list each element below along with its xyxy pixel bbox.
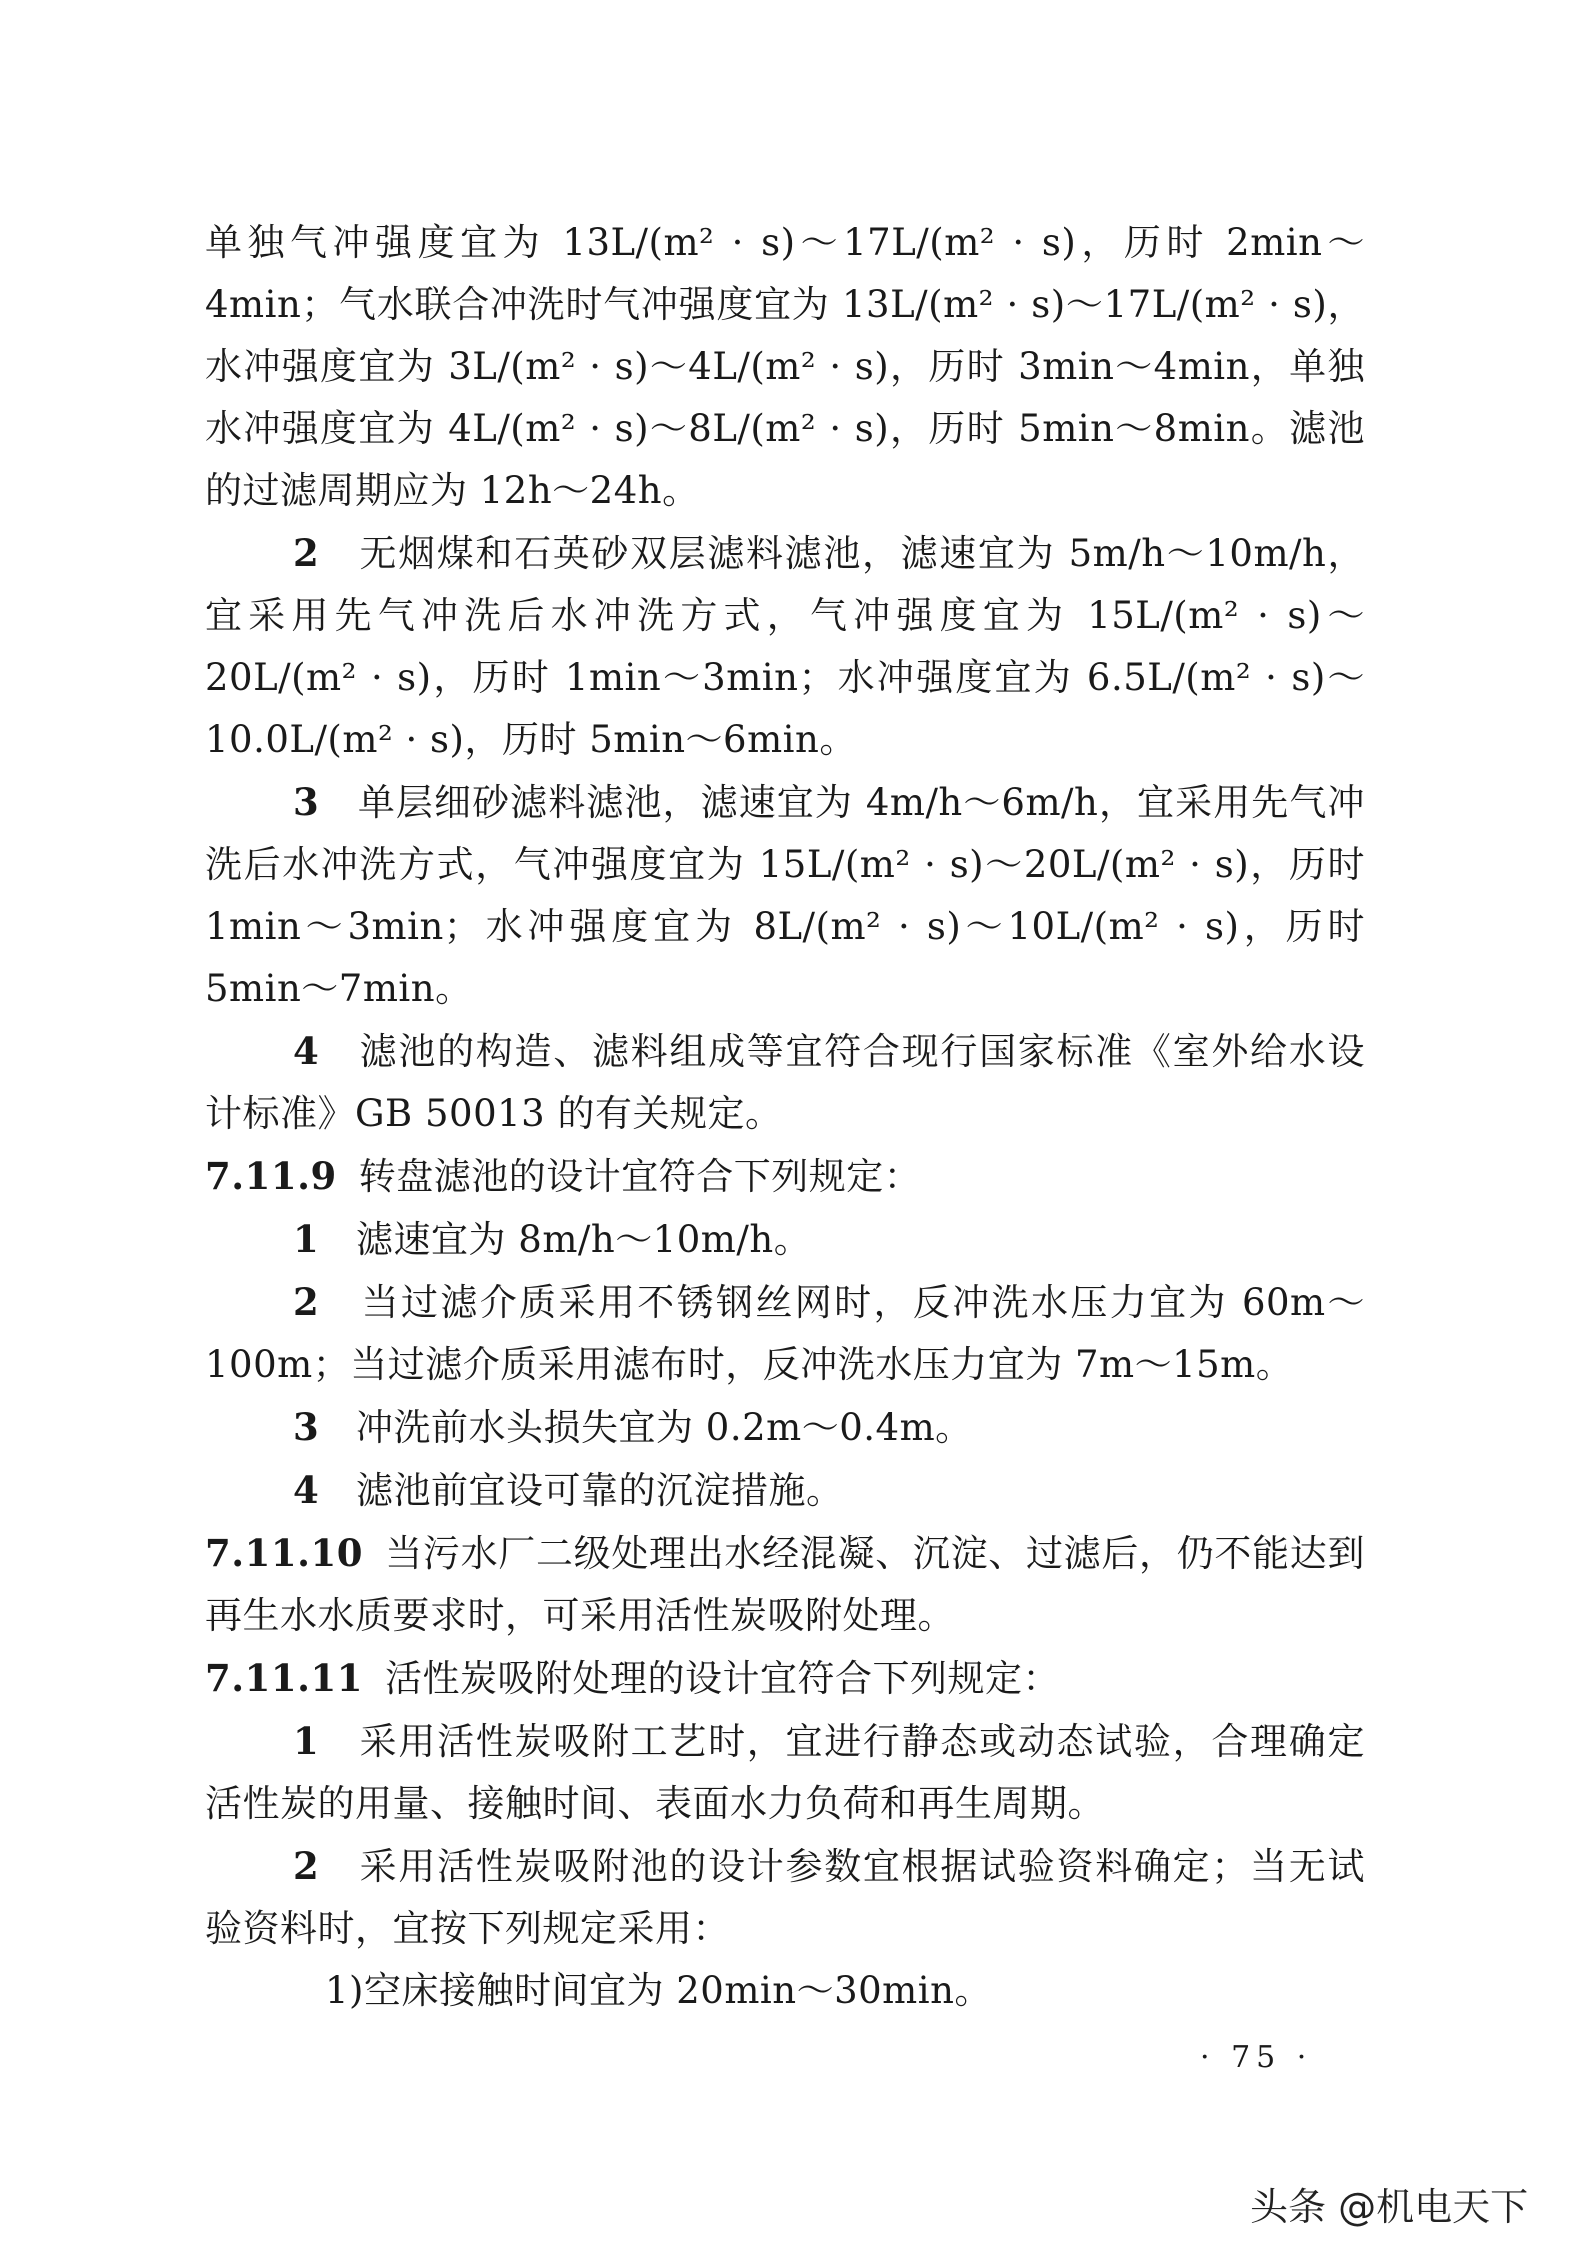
list-item [205,1835,1365,1960]
watermark: 头条 @机电天下 [1250,2185,1529,2229]
list-item [205,522,1365,771]
clause-text: 活性炭吸附处理的设计宜符合下列规定： [385,1657,1060,1700]
item-number: 4 [293,1029,320,1073]
list-item [205,1459,1365,1522]
clause-number: 7.11.10 [205,1531,363,1575]
clause-heading [205,1647,1365,1710]
item-text: 当过滤介质采用不锈钢丝网时，反冲洗水压力宜为 60m～100m；当过滤介质采用滤布时，反冲洗水压力宜为 7m～15m。 [205,1281,1365,1386]
clause-text: 转盘滤池的设计宜符合下列规定： [358,1155,922,1198]
list-item [205,1710,1365,1835]
item-text: 无烟煤和石英砂双层滤料滤池，滤速宜为 5m/h～10m/h，宜采用先气冲洗后水冲洗方式，气冲强度宜为 15L/(m² · s)～20L/(m² · s)，历时 1min～3min；水冲强度宜为 6.5L/(m² · s)～10.0L/(m² · s)，历时 5min～6min。 [205,532,1365,761]
item-number: 4 [293,1468,320,1512]
clause-number: 7.11.11 [205,1656,363,1700]
list-item [205,1208,1365,1271]
item-text: 冲洗前水头损失宜为 0.2m～0.4m。 [356,1406,973,1449]
document-body [205,212,1365,2022]
item-text: 采用活性炭吸附池的设计参数宜根据试验资料确定；当无试验资料时，宜按下列规定采用： [205,1845,1365,1950]
item-text: 单层细砂滤料滤池，滤速宜为 4m/h～6m/h，宜采用先气冲洗后水冲洗方式，气冲强度宜为 15L/(m² · s)～20L/(m² · s)，历时 1min～3min；水冲强度宜为 8L/(m² · s)～10L/(m² · s)，历时 5min～7min。 [205,781,1365,1010]
paragraph-continued: 单独气冲强度宜为 13L/(m² · s)～17L/(m² · s)，历时 2min～4min；气水联合冲洗时气冲强度宜为 13L/(m² · s)～17L/(m² · s)，水冲强度宜为 3L/(m² · s)～4L/(m² · s)，历时 3min～4min，单独水冲强度宜为 4L/(m² · s)～8L/(m² · s)，历时 5min～8min。滤池的过滤周期应为 12h～24h。 [205,221,1365,512]
clause-number: 7.11.9 [205,1154,337,1198]
page-number: · 75 · [1200,2040,1313,2075]
clause-heading [205,1145,1365,1208]
item-number: 3 [293,780,320,824]
item-text: 采用活性炭吸附工艺时，宜进行静态或动态试验，合理确定活性炭的用量、接触时间、表面水力负荷和再生周期。 [205,1720,1365,1825]
item-text: 滤池的构造、滤料组成等宜符合现行国家标准《室外给水设计标准》GB 50013 的有关规定。 [205,1030,1365,1135]
list-item [205,1271,1365,1396]
list-item [205,771,1365,1020]
item-number: 2 [293,1844,320,1888]
item-text: 滤池前宜设可靠的沉淀措施。 [356,1469,844,1512]
item-number: 2 [293,1280,320,1324]
item-number: 1 [293,1719,320,1763]
item-number: 3 [293,1405,320,1449]
sub-item-text: 空床接触时间宜为 20min～30min。 [363,1969,992,2012]
sub-item [205,1960,1365,2022]
clause-text: 当污水厂二级处理出水经混凝、沉淀、过滤后，仍不能达到再生水水质要求时，可采用活性炭吸附处理。 [205,1532,1365,1637]
item-text: 滤速宜为 8m/h～10m/h。 [356,1218,812,1261]
clause-heading [205,1522,1365,1647]
item-number: 1 [293,1217,320,1261]
item-number: 2 [293,531,320,575]
list-item [205,1020,1365,1145]
list-item [205,1396,1365,1459]
sub-item-number: 1) [325,1969,364,2012]
